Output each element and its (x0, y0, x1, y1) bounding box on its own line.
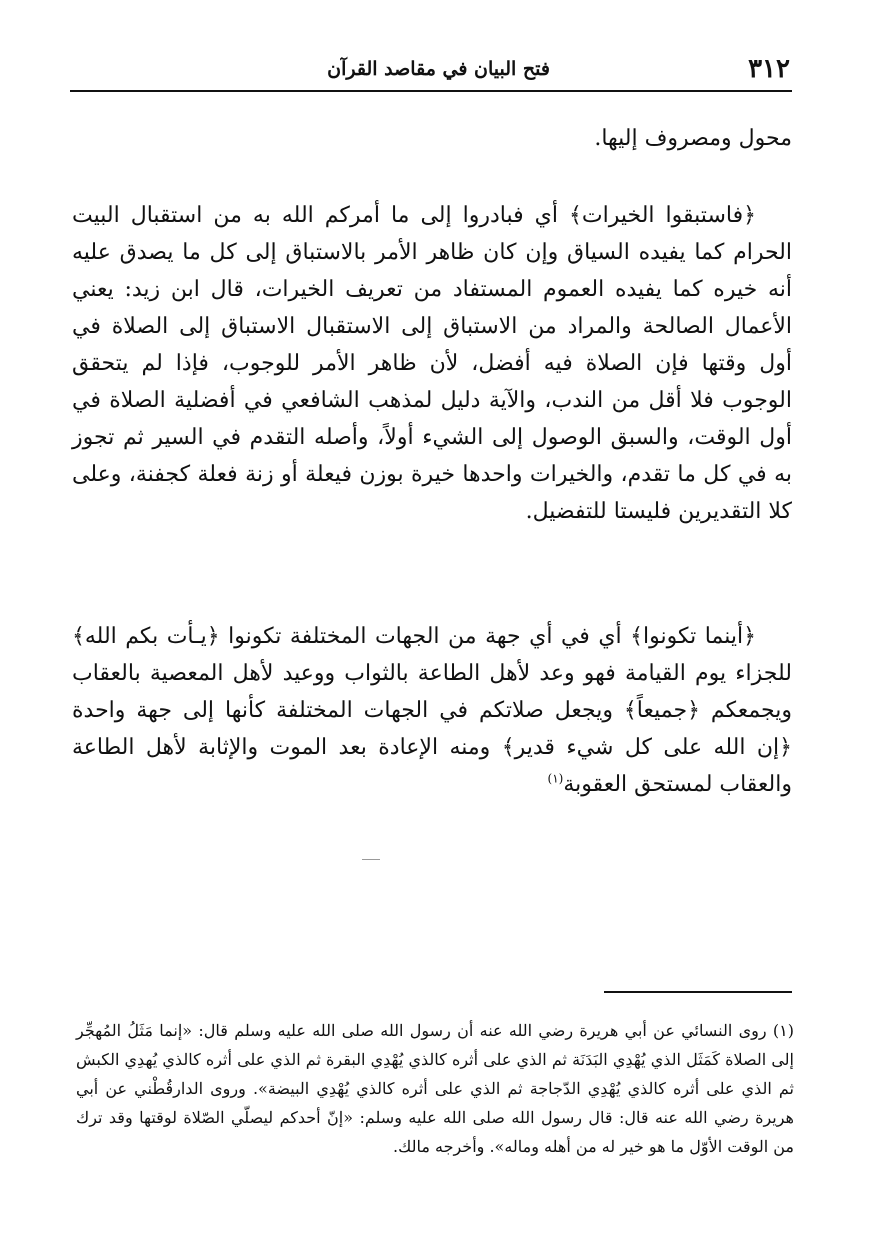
header-rule (70, 90, 792, 92)
paragraph-text: محول ومصروف إليها. (594, 126, 792, 151)
footnote-text: (١) روى النسائي عن أبي هريرة رضي الله عنه أن رسول الله صلى الله عليه وسلم قال: «إنما مَثَلُ المُهجِّر إلى الصلاة كَمَثَل الذي يُهْدِي البَدَنَة ثم الذي على أثره كالذي يُهْدِي البقرة ثم الذي على أثره كالذي يُهدِي الكبش ثم الذي على أثره كالذي يُهْدِي الدّجاجة ثم الذي على أثره كالذي يُهْدِي البيضة». وروى الدارقُطْني عن أبي هريرة رضي الله عنه قال: قال رسول الله صلى الله عليه وسلم: «إنّ أحدكم ليصلّي الصّلاة لوقتها وقد ترك من الوقت الأوّل ما هو خير له من أهله وماله». وأخرجه مالك. (76, 1021, 795, 1156)
paragraph-continuation (72, 120, 792, 157)
paragraph-text: ﴿أينما تكونوا﴾ أي في أي جهة من الجهات المختلفة تكونوا ﴿يـأت بكم الله﴾ للجزاء يوم القيامة فهو وعد لأهل الطاعة بالثواب ووعيد لأهل المعصية بالعقاب ويجمعكم ﴿جميعاً﴾ ويجعل صلاتكم في الجهات المختلفة كأنها إلى جهة واحدة ﴿إن الله على كل شيء قدير﴾ ومنه الإعادة بعد الموت والإثابة لأهل الطاعة والعقاب لمستحق العقوبة (72, 624, 792, 797)
paragraph-fastabiqu (72, 197, 792, 530)
paragraph-aynama (72, 618, 792, 803)
footnote-marker[interactable]: (١) (547, 771, 564, 786)
scan-mark (362, 859, 380, 860)
paragraph-text: ﴿فاستبقوا الخيرات﴾ أي فبادروا إلى ما أمركم الله به من استقبال البيت الحرام كما يفيده السياق وإن كان ظاهر الأمر بالاستباق إلى كل ما يصدق عليه أنه خيره كما يفيده العموم المستفاد من تعريف الخيرات، قال ابن زيد: يعني الأعمال الصالحة والمراد من الاستباق إلى الاستقبال الاستباق إلى الصلاة في أول وقتها فإن الصلاة فيه أفضل، لأن ظاهر الأمر للوجوب، فإذا لم يتحقق الوجوب فلا أقل من الندب، والآية دليل لمذهب الشافعي في أفضلية الصلاة في أول الوقت، والسبق الوصول إلى الشيء أولاً، وأصله التقدم في السير ثم تجوز به في كل ما تقدم، والخيرات واحدها خيرة بوزن فيعلة أو زنة فعلة كجفنة، وعلى كلا التقديرين فليستا للتفضيل. (72, 203, 792, 524)
footnote (76, 1016, 794, 1161)
page-header (70, 48, 790, 90)
paragraph-with-footnote (72, 618, 792, 803)
page-number: ٣١٢ (748, 54, 790, 84)
footnote-rule (604, 991, 792, 993)
running-title: فتح البيان في مقاصد القرآن (327, 58, 550, 80)
